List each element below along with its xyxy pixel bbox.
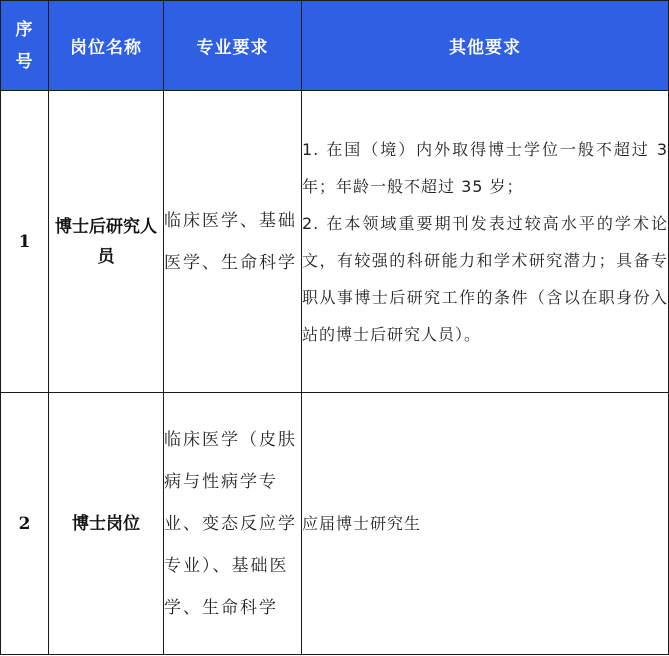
row-other	[302, 91, 669, 393]
row-major: 临床医学（皮肤病与性病学专业、变态反应学专业）、基础医学、生命科学	[164, 393, 302, 655]
row-other-item-1: 1. 在国（境）内外取得博士学位一般不超过 3 年；年龄一般不超过 35 岁；	[302, 139, 668, 196]
header-other: 其他要求	[302, 1, 669, 91]
row-other	[302, 393, 669, 655]
row-other-item-2: 2. 在本领域重要期刊发表过较高水平的学术论文，有较强的科研能力和学术研究潜力；具备专职从事博士后研究工作的条件（含以在职身份入站的博士后研究人员）。	[302, 213, 668, 344]
row-other-item-1: 应届博士研究生	[302, 514, 422, 533]
row-seq: 2	[1, 393, 49, 655]
table-row	[1, 393, 669, 655]
row-position: 博士后研究人员	[49, 91, 164, 393]
row-major: 临床医学、基础医学、生命科学	[164, 91, 302, 393]
row-seq: 1	[1, 91, 49, 393]
header-seq	[1, 1, 49, 91]
header-row	[1, 1, 669, 91]
header-seq-line2: 号	[15, 51, 34, 72]
header-position: 岗位名称	[49, 1, 164, 91]
header-seq-line1: 序	[15, 19, 34, 40]
header-major: 专业要求	[164, 1, 302, 91]
row-position: 博士岗位	[49, 393, 164, 655]
table-row	[1, 91, 669, 393]
